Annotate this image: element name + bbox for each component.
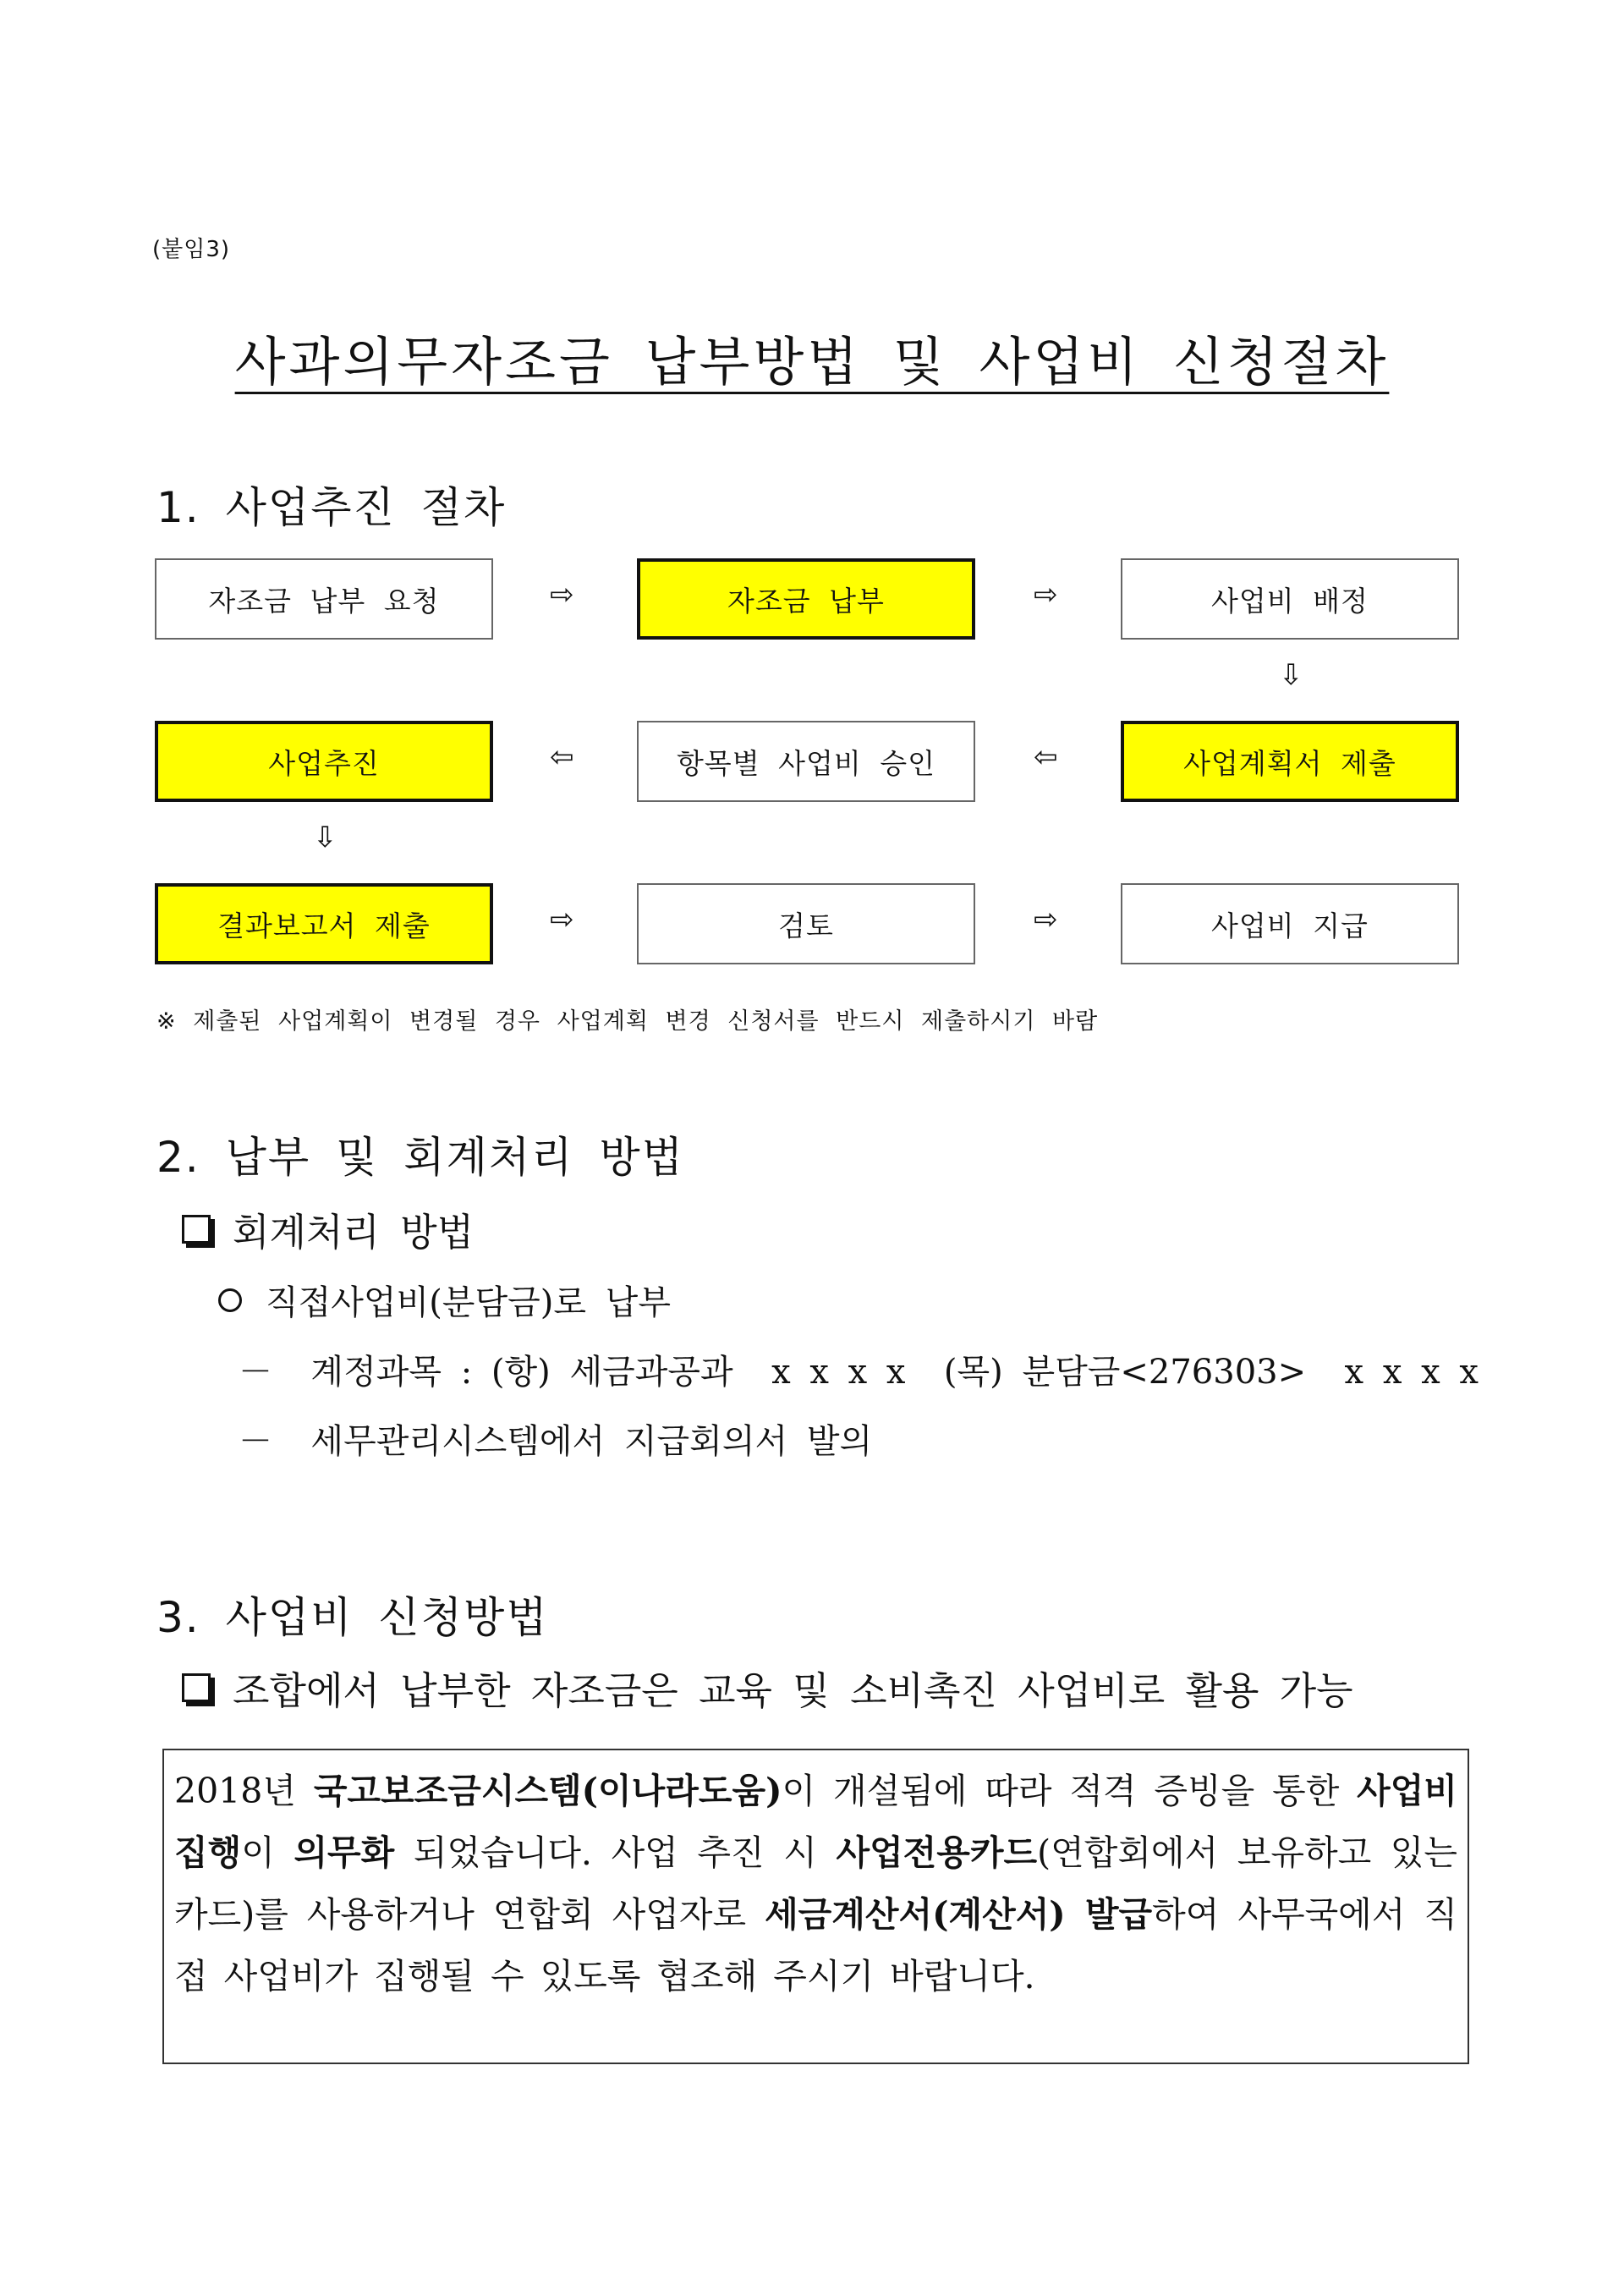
attachment-label: (붙임3) [152,237,231,262]
notice-text: (연합회에서 보유하고 있는 카드)를 사용하거나 연합회 사업자로 [174,1832,1458,1935]
arrow-left-icon: ⇦ [1034,740,1058,774]
section2-bullet-text: 직접사업비(분담금)로 납부 [266,1283,671,1322]
step-disbursement: 사업비 지급 [1121,883,1459,964]
arrow-right-icon: ⇨ [550,578,574,612]
page-title-text: 사과의무자조금 납부방법 및 사업비 신청절차 [234,331,1390,393]
notice-emphasis: 국고보조금시스템(이나라도움) [313,1771,782,1811]
notice-emphasis: 의무화 [294,1832,395,1873]
checkbox-square-icon [182,1673,211,1702]
arrow-left-icon: ⇦ [550,740,574,774]
section1-heading: 1. 사업추진 절차 [156,483,507,532]
arrow-right-icon: ⇨ [1034,578,1058,612]
checkbox-square-icon [182,1215,211,1244]
section2-dash-system: － 세무관리시스템에서 지급회의서 발의 [239,1422,873,1461]
step-request: 자조금 납부 요청 [155,558,493,640]
step-plan-submit: 사업계획서 제출 [1121,721,1459,802]
notice-text: 되었습니다. 사업 추진 시 [394,1832,837,1873]
section2-bullet [218,1276,671,1324]
notice-text: 2018년 [174,1771,314,1811]
step-payment: 자조금 납부 [637,558,975,640]
step-execution: 사업추진 [155,721,493,802]
notice-text: 이 개설됨에 따라 적격 증빙을 통한 [782,1771,1358,1811]
arrow-right-icon: ⇨ [1034,903,1058,937]
section2-heading: 2. 납부 및 회계처리 방법 [156,1133,684,1182]
section3-subheading-text: 조합에서 납부한 자조금은 교육 및 소비촉진 사업비로 활용 가능 [233,1668,1353,1713]
page-title [0,320,1624,395]
circle-bullet-icon [218,1288,242,1312]
section2-dash-account: － 계정과목 : (항) 세금과공과 x x x x (목) 분담금<276303> x x x x [239,1353,1479,1392]
section2-subheading-text: 회계처리 방법 [233,1210,475,1255]
step-allocation: 사업비 배정 [1121,558,1459,640]
arrow-down-icon: ⇩ [313,821,337,854]
notice-emphasis: 사업전용카드 [836,1832,1038,1873]
notice-emphasis: 세금계산서(계산서) 발급 [765,1894,1153,1935]
arrow-right-icon: ⇨ [550,903,574,937]
step-approval: 항목별 사업비 승인 [637,721,975,802]
notice-text: 하여 사무국에서 직접 사업비가 집행될 수 있도록 협조해 주시기 바랍니다. [174,1894,1457,1997]
notice-text: 이 [241,1832,294,1873]
section3-heading: 3. 사업비 신청방법 [156,1593,549,1642]
step-review: 검토 [637,883,975,964]
notice-emphasis: 사업비 집행 [174,1771,1457,1873]
notice-box [162,1749,1469,2064]
step-report-submit: 결과보고서 제출 [155,883,493,964]
section2-subheading [182,1201,474,1256]
process-note: ※ 제출된 사업계획이 변경될 경우 사업계획 변경 신청서를 반드시 제출하시기 바람 [156,1008,1099,1035]
arrow-down-icon: ⇩ [1279,658,1303,692]
section3-subheading [182,1660,1353,1715]
